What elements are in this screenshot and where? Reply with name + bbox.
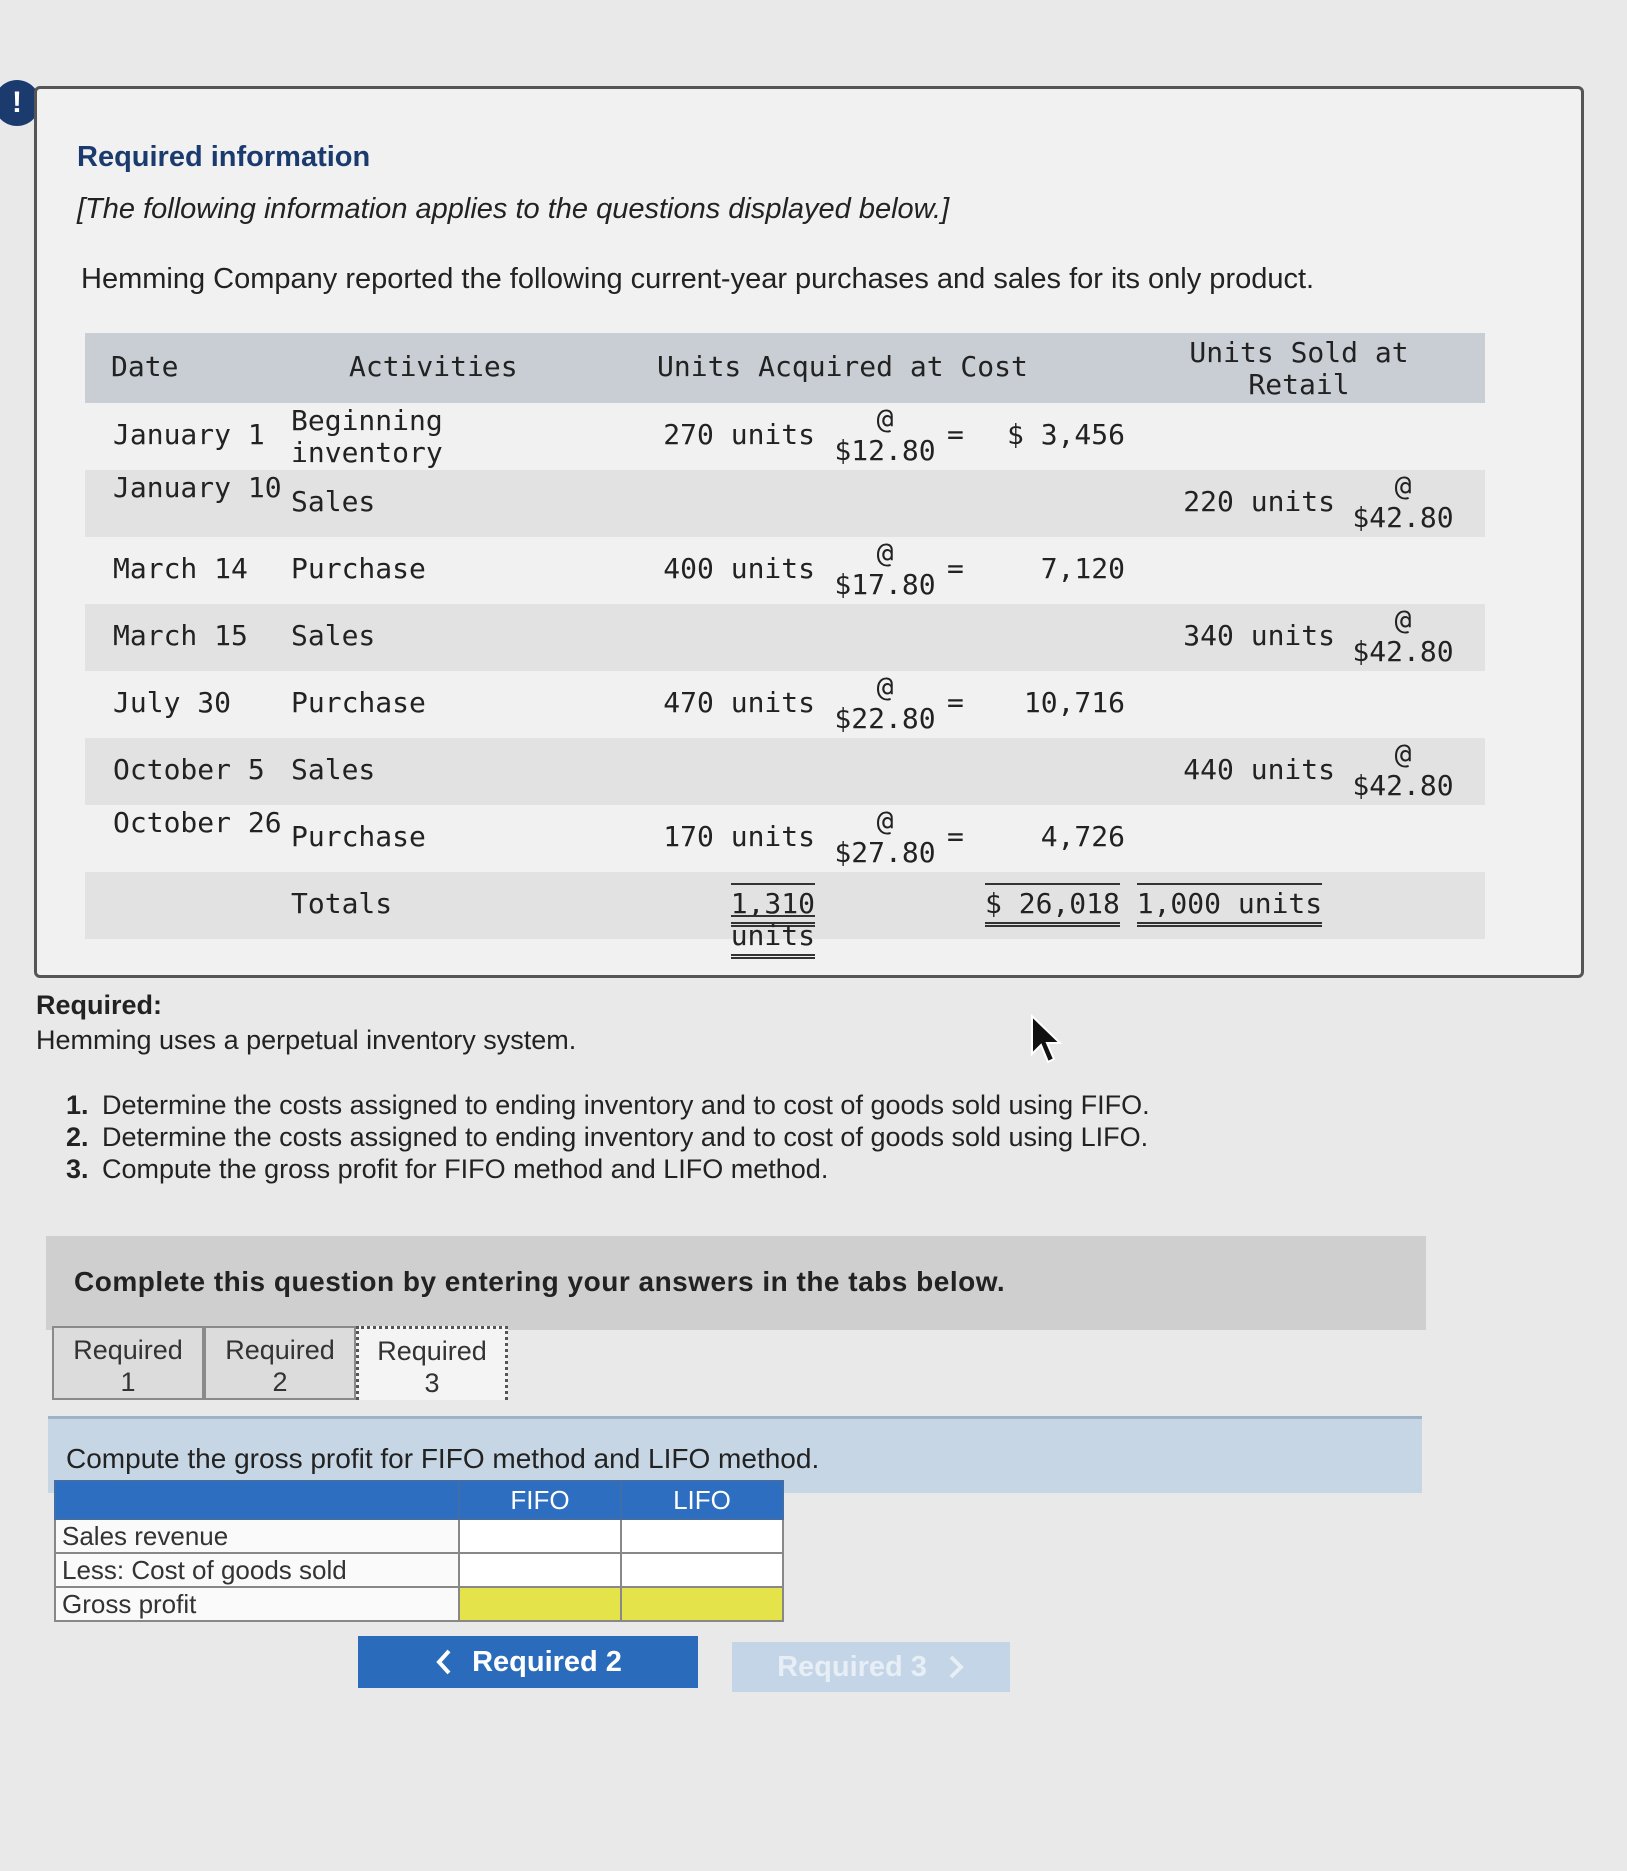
row-equals: = (947, 820, 964, 853)
row-units: 400 units (663, 552, 815, 585)
row-date: October 5 (113, 753, 265, 786)
list-text: Determine the costs assigned to ending inventory and to cost of goods sold using FIFO. (102, 1090, 1150, 1120)
next-required-3-button[interactable] (732, 1642, 1010, 1692)
totals-label: Totals (291, 887, 393, 920)
alert-icon: ! (0, 80, 40, 126)
chevron-left-icon (434, 1648, 454, 1676)
row-activity: Sales (291, 485, 376, 518)
previous-required-2-button[interactable] (358, 1636, 698, 1688)
purchases-sales-table (85, 333, 1485, 952)
row-retail-price (1343, 738, 1463, 802)
row-cost: $ 3,456 (1006, 418, 1125, 451)
row-sold-price: $42.80 (1352, 769, 1454, 802)
row-equals: = (947, 686, 964, 719)
list-number: 3. (66, 1154, 89, 1184)
tab-required-3[interactable] (356, 1326, 508, 1400)
row-date: January 1 (113, 418, 265, 451)
cogs-lifo-input[interactable] (621, 1553, 783, 1587)
row-price: $22.80 (834, 702, 936, 735)
totals-units (645, 888, 815, 952)
row-price: $27.80 (834, 836, 936, 869)
sales-revenue-lifo-input[interactable] (621, 1519, 783, 1553)
required-information-panel (34, 86, 1584, 978)
answer-row (55, 1587, 783, 1621)
header-date: Date (111, 350, 179, 383)
instructions-bar (46, 1236, 1426, 1330)
table-row (85, 805, 1485, 872)
row-at-sign: @ (876, 804, 894, 837)
row-date: October 26 (113, 806, 282, 839)
row-activity: Sales (291, 619, 376, 652)
list-text: Determine the costs assigned to ending inventory and to cost of goods sold using LIFO. (102, 1122, 1149, 1152)
totals-cost-sold (985, 888, 1385, 920)
row-sold-price: $42.80 (1352, 635, 1454, 668)
answer-row (55, 1553, 783, 1587)
row-date: March 15 (113, 619, 248, 652)
row-unit-cost (825, 671, 945, 735)
next-button-label: Required 3 (777, 1650, 927, 1683)
required-list (66, 1090, 1150, 1186)
table-row (85, 537, 1485, 604)
row-equals: = (947, 418, 964, 451)
answer-row-label: Less: Cost of goods sold (55, 1553, 459, 1587)
row-activity-line1: Beginning (291, 404, 443, 437)
row-unit-cost (825, 403, 945, 467)
header-units-sold (1169, 337, 1429, 401)
info-intro: Hemming Company reported the following current-year purchases and sales for its only product. (81, 263, 1315, 295)
list-text: Compute the gross profit for FIFO method and LIFO method. (102, 1154, 829, 1184)
row-date: March 14 (113, 552, 248, 585)
row-date: January 10 (113, 471, 282, 504)
row-unit-cost (825, 537, 945, 601)
row-units-sold: 340 units (1183, 619, 1335, 652)
row-activity (291, 405, 471, 469)
table-header (85, 333, 1485, 403)
row-at-sign: @ (876, 536, 894, 569)
tab-required-1[interactable] (52, 1326, 204, 1400)
list-item (66, 1154, 1150, 1186)
cogs-fifo-input[interactable] (459, 1553, 621, 1587)
table-row (85, 470, 1485, 537)
row-price: $12.80 (834, 434, 936, 467)
answer-row-label: Gross profit (55, 1587, 459, 1621)
row-units-sold: 440 units (1183, 753, 1335, 786)
tab-number: 1 (120, 1367, 136, 1397)
row-activity-line2: inventory (291, 436, 443, 469)
row-activity: Purchase (291, 820, 426, 853)
totals-units-value: 1,310 units (731, 883, 815, 959)
row-cost: 4,726 (1040, 820, 1125, 853)
table-row (85, 738, 1485, 805)
required-tabs (52, 1326, 508, 1402)
sales-revenue-fifo-input[interactable] (459, 1519, 621, 1553)
info-note: [The following information applies to the questions displayed below.] (77, 193, 950, 225)
question-prompt: Compute the gross profit for FIFO method and LIFO method. (66, 1443, 820, 1474)
row-price: $17.80 (834, 568, 936, 601)
gross-profit-lifo-output (621, 1587, 783, 1621)
header-activities: Activities (349, 350, 518, 383)
totals-row (85, 872, 1485, 952)
row-activity: Purchase (291, 552, 426, 585)
answer-header-row (55, 1481, 783, 1519)
tab-label: Required (73, 1335, 183, 1365)
answer-row (55, 1519, 783, 1553)
row-date: July 30 (113, 686, 232, 719)
tab-number: 2 (272, 1367, 288, 1397)
header-units-sold-line2: Retail (1248, 368, 1350, 401)
list-number: 2. (66, 1122, 89, 1152)
chevron-right-icon (947, 1654, 965, 1680)
header-units-sold-line1: Units Sold at (1189, 336, 1409, 369)
answer-row-label: Sales revenue (55, 1519, 459, 1553)
answer-header-fifo: FIFO (459, 1481, 621, 1519)
totals-sold-value: 1,000 units (1137, 883, 1322, 927)
totals-cost-value: $ 26,018 (985, 883, 1120, 927)
answer-header-lifo: LIFO (621, 1481, 783, 1519)
row-unit-cost (825, 805, 945, 869)
row-units: 170 units (663, 820, 815, 853)
list-item (66, 1090, 1150, 1122)
tab-required-2[interactable] (204, 1326, 356, 1400)
instructions-text: Complete this question by entering your answers in the tabs below. (74, 1266, 1006, 1297)
row-cost: 10,716 (1023, 686, 1125, 719)
required-line: Hemming uses a perpetual inventory system. (36, 1025, 577, 1055)
row-units: 470 units (663, 686, 815, 719)
row-activity: Purchase (291, 686, 426, 719)
table-row (85, 604, 1485, 671)
tab-number: 3 (424, 1368, 440, 1398)
row-at-sign: @ (876, 402, 894, 435)
table-row (85, 403, 1485, 470)
previous-button-label: Required 2 (472, 1645, 622, 1678)
gross-profit-fifo-output (459, 1587, 621, 1621)
row-at-sign: @ (876, 670, 894, 703)
row-sold-at-sign: @ (1394, 737, 1412, 770)
row-sold-at-sign: @ (1394, 469, 1412, 502)
row-cost: 7,120 (1040, 552, 1125, 585)
header-units-acquired: Units Acquired at Cost (657, 350, 1028, 383)
required-heading: Required: (36, 990, 163, 1020)
gross-profit-table (54, 1480, 784, 1622)
tab-label: Required (377, 1336, 487, 1366)
row-sold-price: $42.80 (1352, 501, 1454, 534)
row-activity: Sales (291, 753, 376, 786)
list-number: 1. (66, 1090, 89, 1120)
row-equals: = (947, 552, 964, 585)
tab-label: Required (225, 1335, 335, 1365)
answer-header-blank (55, 1481, 459, 1519)
mouse-pointer-icon (1030, 1014, 1064, 1066)
list-item (66, 1122, 1150, 1154)
row-retail-price (1343, 604, 1463, 668)
row-units-sold: 220 units (1183, 485, 1335, 518)
row-sold-at-sign: @ (1394, 603, 1412, 636)
info-title: Required information (77, 141, 371, 173)
row-retail-price (1343, 470, 1463, 534)
table-row (85, 671, 1485, 738)
row-units: 270 units (663, 418, 815, 451)
